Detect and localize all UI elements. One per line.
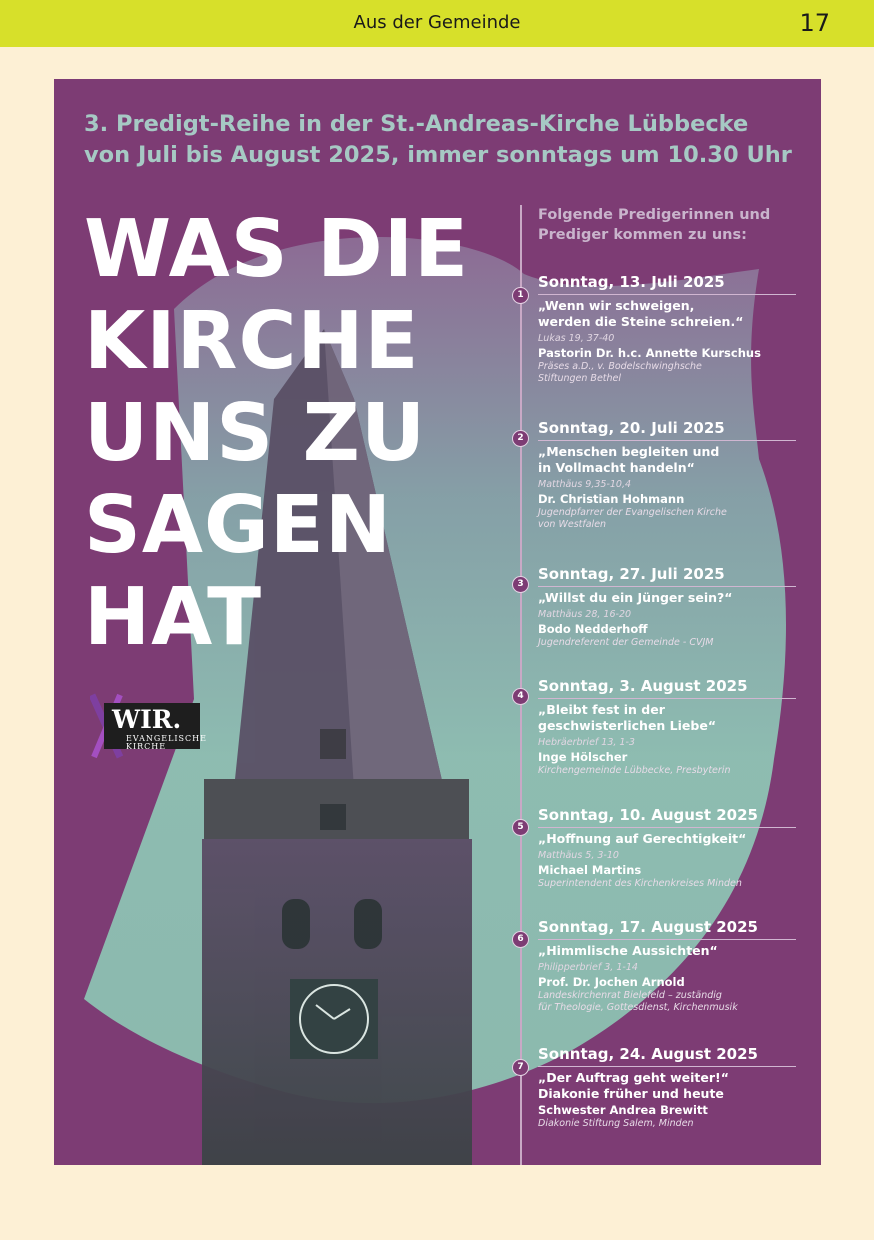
event-title: [538, 943, 821, 959]
event-number: 2: [512, 430, 529, 447]
event-preacher: Schwester Andrea Brewitt: [538, 1103, 708, 1117]
event-preacher: Pastorin Dr. h.c. Annette Kurschus: [538, 346, 761, 360]
event-date: Sonntag, 3. August 2025: [538, 677, 796, 699]
event-date: Sonntag, 13. Juli 2025: [538, 273, 796, 295]
event-date: Sonntag, 10. August 2025: [538, 806, 796, 828]
section-title: Aus der Gemeinde: [353, 12, 521, 33]
event-role-line-2: Stiftungen Bethel: [538, 373, 622, 384]
event-item: [538, 419, 821, 531]
headline-line-4: SAGEN: [84, 479, 392, 571]
event-title-line-2: in Vollmacht handeln“: [538, 460, 695, 475]
event-date: Sonntag, 20. Juli 2025: [538, 419, 796, 441]
event-scripture: Hebräerbrief 13, 1-3: [538, 737, 635, 748]
event-scripture: Philipperbrief 3, 1-14: [538, 962, 638, 973]
event-scripture: Lukas 19, 37-40: [538, 333, 615, 344]
event-scripture: Matthäus 5, 3-10: [538, 850, 619, 861]
event-role-line-2: von Westfalen: [538, 519, 607, 530]
event-title-line-1: „Wenn wir schweigen,: [538, 298, 695, 313]
event-role-line-2: für Theologie, Gottesdienst, Kirchenmusik: [538, 1002, 738, 1013]
event-title-line-2: geschwisterlichen Liebe“: [538, 718, 717, 733]
event-role: [538, 1118, 821, 1130]
event-item: [538, 273, 821, 385]
event-title-line-1: „Bleibt fest in der: [538, 702, 665, 717]
page-number: 17: [799, 9, 830, 37]
event-date: Sonntag, 24. August 2025: [538, 1045, 796, 1067]
event-item: [538, 1045, 821, 1130]
event-preacher: Michael Martins: [538, 863, 642, 877]
event-role: [538, 878, 821, 890]
preachers-intro: [538, 205, 808, 245]
logo-subtext-line-1: EVANGELISCHE: [126, 734, 207, 743]
event-title: [538, 702, 821, 734]
event-item: [538, 806, 821, 890]
event-date: Sonntag, 27. Juli 2025: [538, 565, 796, 587]
event-preacher: Prof. Dr. Jochen Arnold: [538, 975, 685, 989]
headline-line-2: KIRCHE: [84, 295, 420, 387]
event-title-line-2: werden die Steine schreien.“: [538, 314, 744, 329]
event-title: [538, 298, 821, 330]
event-title-line-1: „Menschen begleiten und: [538, 444, 720, 459]
event-role-line-1: Superintendent des Kirchenkreises Minden: [538, 878, 742, 889]
headline-line-5: HAT: [84, 571, 263, 663]
event-item: [538, 565, 821, 649]
event-title: [538, 1070, 821, 1102]
sermon-series-poster: [54, 79, 821, 1165]
event-number: 3: [512, 576, 529, 593]
event-title-line-1: „Willst du ein Jünger sein?“: [538, 590, 733, 605]
event-role: [538, 765, 821, 777]
event-role-line-1: Diakonie Stiftung Salem, Minden: [538, 1118, 694, 1129]
event-role: [538, 507, 821, 531]
event-role-line-1: Präses a.D., v. Bodelschwinghsche: [538, 361, 702, 372]
intro-line-1: Folgende Predigerinnen und: [538, 207, 771, 223]
series-subtitle: [84, 109, 804, 171]
poster-headline: [84, 203, 469, 663]
wir-logo: [90, 693, 208, 759]
event-number: 4: [512, 688, 529, 705]
event-title-line-2: Diakonie früher und heute: [538, 1086, 724, 1101]
subtitle-line-2: von Juli bis August 2025, immer sonntags um 10.30 Uhr: [84, 142, 792, 168]
event-scripture: Matthäus 28, 16-20: [538, 609, 632, 620]
subtitle-line-1: 3. Predigt-Reihe in der St.-Andreas-Kirche Lübbecke: [84, 111, 749, 137]
event-title: [538, 590, 821, 606]
event-number: 5: [512, 819, 529, 836]
event-role: [538, 361, 821, 385]
event-number: 7: [512, 1059, 529, 1076]
event-role-line-1: Jugendpfarrer der Evangelischen Kirche: [538, 507, 727, 518]
event-role: [538, 637, 821, 649]
timeline-line: [520, 205, 522, 1165]
logo-subtext-line-2: KIRCHE: [126, 742, 167, 751]
intro-line-2: Prediger kommen zu uns:: [538, 227, 747, 243]
event-title-line-1: „Hoffnung auf Gerechtigkeit“: [538, 831, 747, 846]
event-item: [538, 677, 821, 777]
event-role-line-1: Jugendreferent der Gemeinde - CVJM: [538, 637, 714, 648]
event-title-line-1: „Himmlische Aussichten“: [538, 943, 718, 958]
event-role: [538, 990, 821, 1014]
event-date: Sonntag, 17. August 2025: [538, 918, 796, 940]
logo-wordmark: WIR.: [112, 705, 182, 734]
event-number: 1: [512, 287, 529, 304]
event-preacher: Dr. Christian Hohmann: [538, 492, 685, 506]
event-role-line-1: Landeskirchenrat Bielefeld – zuständig: [538, 990, 722, 1001]
event-title-line-1: „Der Auftrag geht weiter!“: [538, 1070, 729, 1085]
page-header: [0, 0, 874, 47]
headline-line-1: WAS DIE: [84, 203, 470, 295]
event-number: 6: [512, 931, 529, 948]
event-item: [538, 918, 821, 1014]
event-scripture: Matthäus 9,35-10,4: [538, 479, 632, 490]
event-preacher: Inge Hölscher: [538, 750, 628, 764]
logo-subtext: [126, 735, 207, 751]
event-role-line-1: Kirchengemeinde Lübbecke, Presbyterin: [538, 765, 731, 776]
event-title: [538, 831, 821, 847]
event-title: [538, 444, 821, 476]
headline-line-3: UNS ZU: [84, 387, 427, 479]
event-preacher: Bodo Nedderhoff: [538, 622, 648, 636]
